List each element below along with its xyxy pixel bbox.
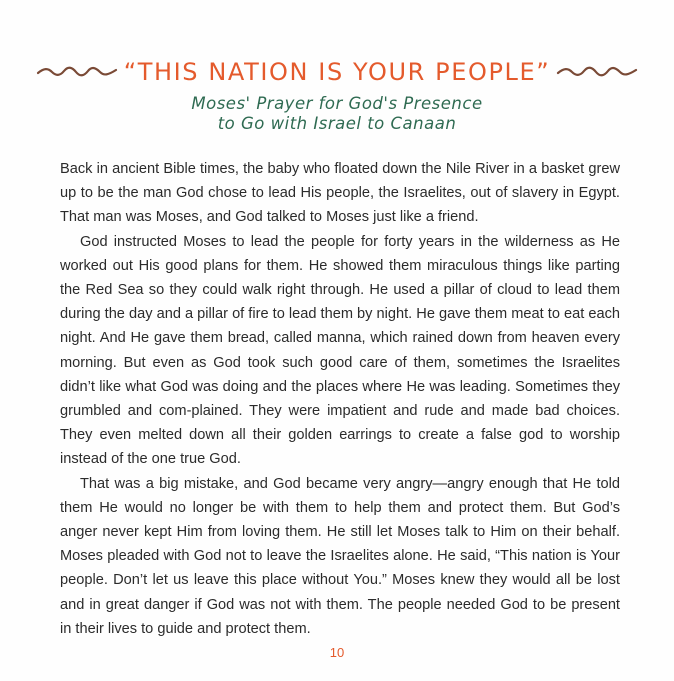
subtitle-line-2: to Go with Israel to Canaan <box>217 114 457 133</box>
chapter-subtitle <box>0 94 674 134</box>
page-number: 10 <box>329 645 345 660</box>
subtitle-line-1: Moses' Prayer for God's Presence <box>191 94 483 113</box>
left-swash-ornament <box>36 65 118 79</box>
chapter-title: “THIS NATION IS YOUR PEOPLE” <box>123 58 551 86</box>
paragraph-2: God instructed Moses to lead the people for forty years in the wilderness as He worked out His good plans for them. He showed them miraculous things like parting the Red Sea so they could walk right through. He used a pillar of cloud to lead them during the day and a pillar of fire to lead them by night. He gave them meat to eat each night. And He gave them bread, called manna, which rained down from heaven every morning. But even as God took such good care of them, sometimes the Israelites didn’t like what God was doing and the places where He was leading. Sometimes they grumbled and com-plained. They were impatient and rude and made bad choices. They even melted down all their golden earrings to create a false god to worship instead of the one true God. <box>60 233 620 468</box>
right-swash-ornament <box>556 65 638 79</box>
body-text <box>60 157 620 641</box>
paragraph-3: That was a big mistake, and God became very angry—angry enough that He told them He would no longer be with them to help them and protect them. But God’s anger never kept Him from loving them. He still let Moses talk to Him on their behalf. Moses pleaded with God not to leave the Israelites alone. He said, “This nation is Your people. Don’t let us leave this place without You.” Moses knew they would all be lost and in great danger if God was not with them. The people needed God to be present in their lives to guide and protect them. <box>60 475 620 637</box>
chapter-title-row <box>0 54 674 90</box>
paragraph-1: Back in ancient Bible times, the baby who floated down the Nile River in a basket grew up to be the man God chose to lead His people, the Israelites, out of slavery in Egypt. That man was Moses, and God talked to Moses just like a friend. <box>60 161 620 226</box>
